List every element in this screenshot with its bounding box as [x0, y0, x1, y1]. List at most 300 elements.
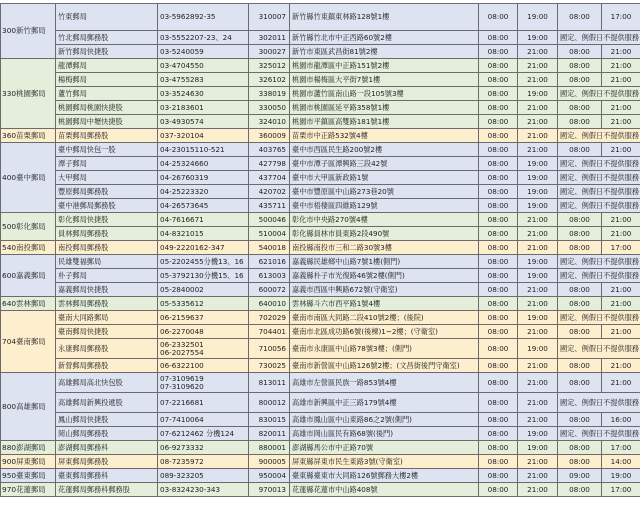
table-row: [1, 255, 640, 269]
weekday-close: 19:00: [518, 4, 558, 31]
phone: 05-2202455分機13、16: [160, 256, 244, 266]
weekday-open: 08:00: [479, 441, 518, 455]
phone-secondary: 06-2027554: [160, 347, 204, 357]
weekday-open: 08:00: [479, 455, 518, 469]
postal-code: 900005: [249, 455, 290, 469]
weekday-open: 08:00: [479, 185, 518, 199]
table-row: [1, 483, 640, 497]
office-name: 臺南大同路郵局: [56, 311, 158, 325]
phone-secondary: 07-3109620: [160, 381, 204, 391]
postal-code: 510004: [249, 227, 290, 241]
weekday-open: 08:00: [479, 241, 518, 255]
table-row: [1, 101, 640, 115]
postal-code: 800012: [249, 393, 290, 413]
weekday-close: 21:00: [518, 413, 558, 427]
address: 臺中市潭子區潭興路三段42號: [290, 157, 479, 171]
region-cell: 950臺東郵局: [1, 469, 56, 483]
phone-cell: [158, 213, 249, 227]
table-row: [1, 297, 640, 311]
office-name: 大甲郵局: [56, 171, 158, 185]
office-name: 新營郵局郵務股: [56, 359, 158, 373]
phone-cell: [158, 129, 249, 143]
table-row: [1, 115, 640, 129]
region-cell: 500彰化郵局: [1, 213, 56, 241]
postal-code: 813011: [249, 373, 290, 393]
table-row: [1, 143, 640, 157]
region-cell: 900屏東郵局: [1, 455, 56, 469]
table-row: [1, 393, 640, 413]
holiday-close: 21:00: [602, 297, 640, 311]
address: 桃園市桃園區延平路358號1樓: [290, 101, 479, 115]
holiday-close: 16:00: [602, 413, 640, 427]
holiday-close: 21:00: [602, 213, 640, 227]
weekday-close: 21:00: [518, 455, 558, 469]
weekday-close: 19:00: [518, 171, 558, 185]
postal-code: 704401: [249, 325, 290, 339]
phone: 04-26573645: [160, 200, 209, 210]
phone: 049-2220162-347: [160, 242, 225, 252]
table-row: [1, 469, 640, 483]
weekday-open: 08:00: [479, 413, 518, 427]
phone: 04-26760319: [160, 172, 209, 182]
postal-code: 702029: [249, 311, 290, 325]
table-row: [1, 213, 640, 227]
phone-cell: [158, 427, 249, 441]
weekday-open: 08:00: [479, 359, 518, 373]
phone: 089-323205: [160, 470, 204, 480]
weekday-close: 21:00: [518, 73, 558, 87]
address: 新竹縣竹北市中正西路60號2樓: [290, 31, 479, 45]
weekday-open: 08:00: [479, 59, 518, 73]
address: 臺中市大甲區新政路1號: [290, 171, 479, 185]
holiday-open: 08:00: [558, 359, 602, 373]
address: 桃園市龍潭區中正路151號2樓: [290, 59, 479, 73]
holiday-closed-note: 國定、例假日不提供服務: [558, 339, 640, 359]
table-row: [1, 441, 640, 455]
holiday-close: 17:00: [602, 4, 640, 31]
office-name: 鳳山郵局快捷股: [56, 413, 158, 427]
weekday-open: 08:00: [479, 45, 518, 59]
office-name: 雲林郵局郵務股: [56, 297, 158, 311]
address: 新竹縣竹東鎮東林路128號1樓: [290, 4, 479, 31]
phone-cell: [158, 73, 249, 87]
phone-cell: [158, 31, 249, 45]
holiday-close: 21:00: [602, 283, 640, 297]
weekday-open: 08:00: [479, 157, 518, 171]
postal-code: 326102: [249, 73, 290, 87]
weekday-close: 21:00: [518, 297, 558, 311]
address: 臺中市豐原區中山路273巷20號: [290, 185, 479, 199]
address: 高雄市岡山區民有路68號(後門): [290, 427, 479, 441]
region-cell: 400臺中郵局: [1, 143, 56, 213]
phone-cell: [158, 241, 249, 255]
address: 彰化縣員林市員東路2段490號: [290, 227, 479, 241]
weekday-close: 21:00: [518, 241, 558, 255]
region-cell: 360苗栗郵局: [1, 129, 56, 143]
weekday-open: 08:00: [479, 143, 518, 157]
phone: 05-5335612: [160, 298, 204, 308]
holiday-close: 21:00: [602, 59, 640, 73]
holiday-close: 21:00: [602, 227, 640, 241]
address: 臺中市梧棲區四維路129號: [290, 199, 479, 213]
office-name: 彰化郵局快捷股: [56, 213, 158, 227]
holiday-closed-note: 國定、例假日不提供服務: [558, 255, 640, 269]
postal-code: 420702: [249, 185, 290, 199]
holiday-closed-note: 國定、例假日不提供服務: [558, 185, 640, 199]
phone-cell: [158, 199, 249, 213]
address: 臺東縣臺東市大同路126號郵務大樓2樓: [290, 469, 479, 483]
weekday-open: 08:00: [479, 73, 518, 87]
holiday-open: 08:00: [558, 297, 602, 311]
weekday-close: 19:00: [518, 311, 558, 325]
phone-cell: [158, 359, 249, 373]
phone-cell: [158, 483, 249, 497]
office-name: 花蓮郵局郵務科郵務股: [56, 483, 158, 497]
phone-cell: [158, 87, 249, 101]
table-row: [1, 157, 640, 171]
weekday-open: 08:00: [479, 393, 518, 413]
holiday-open: 08:00: [558, 241, 602, 255]
postal-code: 640010: [249, 297, 290, 311]
address: 澎湖縣馬公市中正路70號: [290, 441, 479, 455]
weekday-open: 08:00: [479, 129, 518, 143]
postal-code: 880001: [249, 441, 290, 455]
phone: 03-8324230-343: [160, 484, 221, 494]
office-name: 新竹郵局快捷股: [56, 45, 158, 59]
weekday-close: 21:00: [518, 45, 558, 59]
address: 嘉義市西區中興路672號(守衛室): [290, 283, 479, 297]
table-row: [1, 455, 640, 469]
weekday-close: 19:00: [518, 31, 558, 45]
phone-cell: [158, 455, 249, 469]
region-cell: 600嘉義郵局: [1, 255, 56, 297]
region-cell: 800高雄郵局: [1, 373, 56, 441]
holiday-close: 21:00: [602, 325, 640, 339]
weekday-close: 21:00: [518, 393, 558, 413]
table-row: [1, 227, 640, 241]
address: 臺南市北區成功路6號(後棟)1~2樓；(守衛室): [290, 325, 479, 339]
region-cell: 300新竹郵局: [1, 4, 56, 59]
holiday-close: 17:00: [602, 441, 640, 455]
phone: 07-7410064: [160, 414, 204, 424]
weekday-close: 21:00: [518, 115, 558, 129]
weekday-close: 21:00: [518, 129, 558, 143]
holiday-open: 08:00: [558, 4, 602, 31]
address: 苗栗市中正路532號4樓: [290, 129, 479, 143]
office-name: 竹北郵局郵務股: [56, 31, 158, 45]
address: 臺南市永康區中山路78號3樓；(側門): [290, 339, 479, 359]
phone-cell: [158, 171, 249, 185]
holiday-close: 21:00: [602, 143, 640, 157]
weekday-close: 21:00: [518, 227, 558, 241]
address: 臺南市南區大同路二段410號2樓；(後院): [290, 311, 479, 325]
office-name: 澎湖郵局郵務科: [56, 441, 158, 455]
holiday-open: 08:00: [558, 455, 602, 469]
weekday-close: 19:00: [518, 441, 558, 455]
address: 新竹市東區武昌街81號2樓: [290, 45, 479, 59]
postal-code: 325012: [249, 59, 290, 73]
office-name: 臺中郵局快包一股: [56, 143, 158, 157]
holiday-open: 08:00: [558, 483, 602, 497]
weekday-open: 08:00: [479, 297, 518, 311]
office-name: 嘉義郵局快捷股: [56, 283, 158, 297]
postal-code: 540018: [249, 241, 290, 255]
holiday-open: 08:00: [558, 213, 602, 227]
phone: 03-5552207-23、24: [160, 32, 232, 42]
holiday-close: 19:00: [602, 469, 640, 483]
phone-cell: [158, 59, 249, 73]
phone-cell: [158, 311, 249, 325]
weekday-open: 08:00: [479, 269, 518, 283]
table-body: [1, 4, 640, 497]
phone-cell: [158, 227, 249, 241]
region-cell: 330桃園郵局: [1, 59, 56, 129]
holiday-open: 08:00: [558, 115, 602, 129]
weekday-open: 08:00: [479, 213, 518, 227]
weekday-open: 08:00: [479, 4, 518, 31]
phone-cell: [158, 413, 249, 427]
table-row: [1, 45, 640, 59]
holiday-close: 21:00: [602, 115, 640, 129]
postal-code: 970013: [249, 483, 290, 497]
weekday-open: 08:00: [479, 199, 518, 213]
address: 高雄市左營區民族一路853號4樓: [290, 373, 479, 393]
weekday-close: 19:00: [518, 157, 558, 171]
weekday-close: 19:00: [518, 255, 558, 269]
postal-code: 435711: [249, 199, 290, 213]
postal-code: 302011: [249, 31, 290, 45]
phone-cell: [158, 185, 249, 199]
postal-code: 600072: [249, 283, 290, 297]
postal-code: 310007: [249, 4, 290, 31]
holiday-open: 08:00: [558, 101, 602, 115]
weekday-close: 21:00: [518, 283, 558, 297]
weekday-close: 21:00: [518, 359, 558, 373]
phone: 07-6212462 分機124: [160, 428, 235, 438]
holiday-open: 08:00: [558, 45, 602, 59]
phone: 07-2216681: [160, 397, 204, 407]
address: 嘉義縣朴子市光復路46號2樓(側門): [290, 269, 479, 283]
office-name: 高雄郵局新興投遞股: [56, 393, 158, 413]
holiday-close: 17:00: [602, 483, 640, 497]
office-name: 臺東郵局郵務科: [56, 469, 158, 483]
address: 高雄市鳳山區中山東路86之2號(側門): [290, 413, 479, 427]
postal-code: 437704: [249, 171, 290, 185]
weekday-close: 21:00: [518, 101, 558, 115]
weekday-open: 08:00: [479, 115, 518, 129]
weekday-open: 08:00: [479, 373, 518, 393]
address: 桃園市楊梅區大平街7號1樓: [290, 73, 479, 87]
phone: 07-3109619: [160, 373, 204, 383]
address: 嘉義縣民雄鄉中山路7號1樓(側門): [290, 255, 479, 269]
region-cell: 640雲林郵局: [1, 297, 56, 311]
weekday-close: 19:00: [518, 427, 558, 441]
weekday-close: 19:00: [518, 185, 558, 199]
holiday-closed-note: 國定、例假日不提供服務: [558, 171, 640, 185]
region-cell: 540南投郵局: [1, 241, 56, 255]
holiday-close: 17:00: [602, 241, 640, 255]
postal-code: 621016: [249, 255, 290, 269]
phone-cell: [158, 469, 249, 483]
address: 臺南市新營區中山路126號2樓；(文昌街後門守衛室): [290, 359, 479, 373]
phone-cell: [158, 255, 249, 269]
holiday-closed-note: 國定、例假日不提供服務: [558, 87, 640, 101]
table-row: [1, 283, 640, 297]
region-cell: 880澎湖郵局: [1, 441, 56, 455]
postal-code: 613003: [249, 269, 290, 283]
weekday-close: 21:00: [518, 373, 558, 393]
holiday-open: 08:00: [558, 441, 602, 455]
table-row: [1, 241, 640, 255]
phone: 03-3524630: [160, 88, 204, 98]
weekday-close: 19:00: [518, 269, 558, 283]
phone-cell: [158, 157, 249, 171]
holiday-closed-note: 國定、例假日不提供服務: [558, 311, 640, 325]
weekday-close: 21:00: [518, 325, 558, 339]
table-row: [1, 31, 640, 45]
weekday-open: 08:00: [479, 101, 518, 115]
holiday-open: 08:00: [558, 59, 602, 73]
address: 屏東縣屏東市民生東路3號(守衛室): [290, 455, 479, 469]
office-name: 民雄雙福郵局: [56, 255, 158, 269]
table-row: [1, 413, 640, 427]
office-name: 苗栗郵局郵務股: [56, 129, 158, 143]
weekday-open: 08:00: [479, 87, 518, 101]
region-cell: 704臺南郵局: [1, 311, 56, 373]
phone: 03-5962892-35: [160, 12, 216, 21]
office-name: 高雄郵局高北快包股: [56, 373, 158, 393]
weekday-open: 08:00: [479, 325, 518, 339]
holiday-closed-note: 國定、例假日不提供服務: [558, 269, 640, 283]
office-name: 竹東郵局: [56, 4, 158, 31]
weekday-open: 08:00: [479, 227, 518, 241]
address: 桃園市平鎮區高雙路181號1樓: [290, 115, 479, 129]
holiday-open: 08:00: [558, 413, 602, 427]
holiday-open: 08:00: [558, 325, 602, 339]
holiday-closed-note: 國定、例假日不提供服務: [558, 393, 640, 413]
phone-cell: [158, 339, 249, 359]
holiday-closed-note: 國定、例假日不提供服務: [558, 157, 640, 171]
office-name: 龍潭郵局: [56, 59, 158, 73]
phone-cell: [158, 373, 249, 393]
phone: 03-4930574: [160, 116, 204, 126]
table-row: [1, 373, 640, 393]
phone: 06-2159637: [160, 312, 204, 322]
phone: 03-5240059: [160, 46, 204, 56]
table-row: [1, 269, 640, 283]
holiday-close: 21:00: [602, 359, 640, 373]
office-name: 楊梅郵局: [56, 73, 158, 87]
weekday-close: 19:00: [518, 199, 558, 213]
table-row: [1, 311, 640, 325]
phone: 04-25324660: [160, 158, 209, 168]
office-name: 南投郵局郵務股: [56, 241, 158, 255]
phone: 06-2270048: [160, 326, 204, 336]
holiday-open: 08:00: [558, 373, 602, 393]
table-row: [1, 199, 640, 213]
postal-code: 500046: [249, 213, 290, 227]
postal-code: 950004: [249, 469, 290, 483]
address: 彰化市中央路270號4樓: [290, 213, 479, 227]
office-name: 員林郵局郵務股: [56, 227, 158, 241]
phone-cell: [158, 269, 249, 283]
phone-cell: [158, 297, 249, 311]
postal-code: 820011: [249, 427, 290, 441]
office-name: 豐原郵局郵務股: [56, 185, 158, 199]
table-row: [1, 427, 640, 441]
postal-code: 330050: [249, 101, 290, 115]
weekday-open: 08:00: [479, 31, 518, 45]
table-row: [1, 171, 640, 185]
holiday-closed-note: 國定、例假日不提供服務: [558, 31, 640, 45]
weekday-open: 08:00: [479, 427, 518, 441]
phone-cell: [158, 325, 249, 339]
weekday-close: 21:00: [518, 143, 558, 157]
postal-code: 338019: [249, 87, 290, 101]
holiday-close: 21:00: [602, 45, 640, 59]
phone-cell: [158, 115, 249, 129]
phone: 04-23015110-521: [160, 144, 225, 154]
address: 高雄市新興區中正三路179號4樓: [290, 393, 479, 413]
holiday-open: 08:00: [558, 283, 602, 297]
table-row: [1, 325, 640, 339]
phone-cell: [158, 441, 249, 455]
address: 臺中市西區民生路200號2樓: [290, 143, 479, 157]
holiday-closed-note: 國定、例假日不提供服務: [558, 129, 640, 143]
weekday-open: 08:00: [479, 483, 518, 497]
phone-cell: [158, 45, 249, 59]
phone-cell: [158, 4, 249, 31]
postal-code: 360009: [249, 129, 290, 143]
phone: 037-320104: [160, 130, 204, 140]
office-name: 潭子郵局: [56, 157, 158, 171]
weekday-open: 08:00: [479, 255, 518, 269]
weekday-close: 21:00: [518, 469, 558, 483]
post-office-table: [0, 3, 640, 497]
weekday-close: 21:00: [518, 213, 558, 227]
weekday-open: 08:00: [479, 339, 518, 359]
office-name: 臺南郵局快捷股: [56, 325, 158, 339]
postal-code: 403765: [249, 143, 290, 157]
weekday-open: 08:00: [479, 469, 518, 483]
office-name: 屏東郵局郵務股: [56, 455, 158, 469]
phone: 03-4755283: [160, 74, 204, 84]
table-row: [1, 129, 640, 143]
postal-code: 730025: [249, 359, 290, 373]
weekday-open: 08:00: [479, 311, 518, 325]
table-row: [1, 73, 640, 87]
phone: 04-8321015: [160, 228, 204, 238]
phone: 06-2332501: [160, 339, 204, 349]
weekday-close: 21:00: [518, 59, 558, 73]
office-name: 桃園郵局桃園快捷股: [56, 101, 158, 115]
phone-cell: [158, 101, 249, 115]
phone: 08-7235972: [160, 456, 204, 466]
region-cell: 970花蓮郵局: [1, 483, 56, 497]
office-name: 岡山郵局郵務股: [56, 427, 158, 441]
phone: 03-2183601: [160, 102, 204, 112]
phone: 03-4704550: [160, 60, 204, 70]
weekday-close: 19:00: [518, 87, 558, 101]
address: 雲林縣斗六市西平路1號4樓: [290, 297, 479, 311]
weekday-open: 08:00: [479, 171, 518, 185]
postal-code: 710056: [249, 339, 290, 359]
postal-code: 830015: [249, 413, 290, 427]
phone: 04-7616671: [160, 214, 204, 224]
holiday-close: 21:00: [602, 101, 640, 115]
phone: 04-25223320: [160, 186, 209, 196]
holiday-closed-note: 國定、例假日不提供服務: [558, 427, 640, 441]
